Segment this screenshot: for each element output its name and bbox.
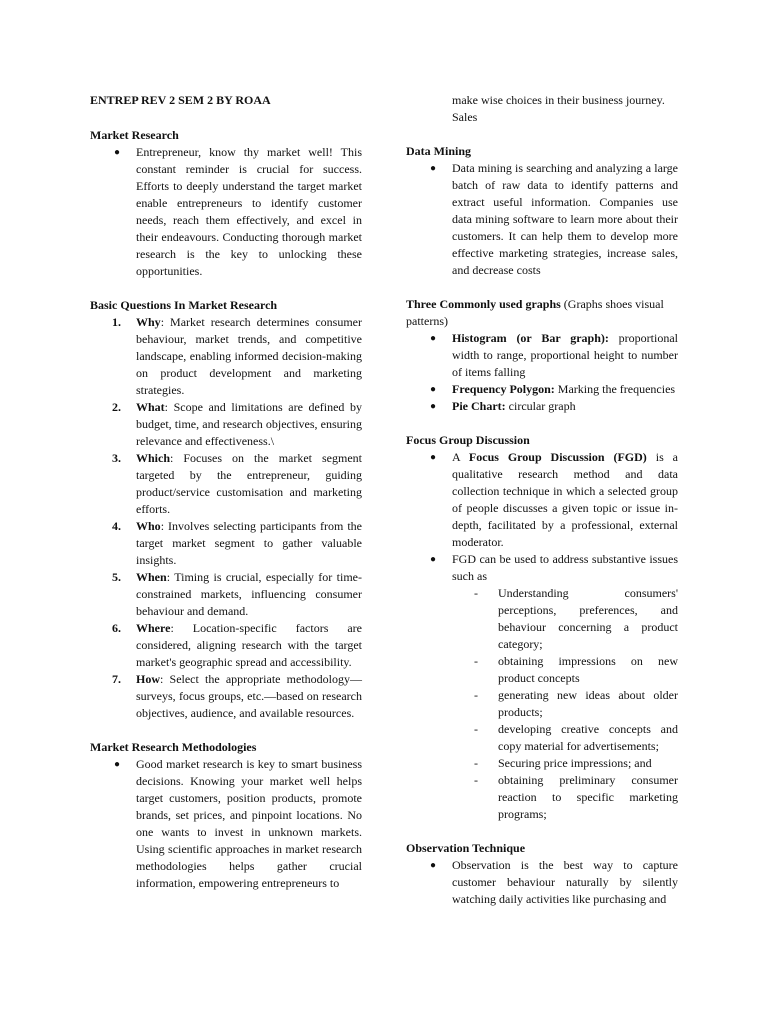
bullet-icon: ● xyxy=(430,860,437,871)
observation-list xyxy=(406,857,678,908)
list-item: - Securing price impressions; and xyxy=(474,756,652,770)
bullet-icon: ● xyxy=(430,163,437,174)
observation-heading: Observation Technique xyxy=(406,841,526,855)
fgd-heading: Focus Group Discussion xyxy=(406,433,530,447)
bullet-icon: ● xyxy=(430,452,437,463)
list-item: - obtaining preliminary consumer reaction to specific marketing programs; xyxy=(474,773,678,821)
market-research-list xyxy=(90,144,362,280)
bullet-icon: ● xyxy=(114,759,121,770)
bullet-icon: ● xyxy=(430,333,437,344)
data-mining-heading: Data Mining xyxy=(406,144,472,158)
sales-text: Sales xyxy=(452,110,478,124)
list-item: - generating new ideas about older products; xyxy=(474,688,678,719)
right-column xyxy=(406,92,678,908)
data-mining-list xyxy=(406,160,678,279)
methodologies-list xyxy=(90,756,362,892)
bullet-icon: ● xyxy=(430,554,437,565)
bullet-icon: ● xyxy=(430,384,437,395)
list-item: 4. Who: Involves selecting participants from the target market segment to gather valuable insights. xyxy=(112,519,362,567)
basic-questions-list xyxy=(90,314,362,722)
list-item: ● Entrepreneur, know thy market well! This constant reminder is crucial for success. Efforts to deeply understand the target market enable entrepreneurs to identify customer needs, reach them effectively, and excel in their endeavours. Conducting thorough market research is the key to unlocking these opportunities. xyxy=(114,145,362,278)
list-item: - developing creative concepts and copy material for advertisements; xyxy=(474,722,678,753)
list-item: ● Histogram (or Bar graph): proportional width to range, proportional height to number of items falling xyxy=(430,331,678,379)
list-item: 7. How: Select the appropriate methodology—surveys, focus groups, etc.—based on research objectives, audience, and available resources. xyxy=(112,672,362,720)
list-item: 3. Which: Focuses on the market segment targeted by the entrepreneur, guiding product/service customisation and marketing efforts. xyxy=(112,451,362,516)
bullet-icon: ● xyxy=(114,147,121,158)
list-item: ● Observation is the best way to capture customer behaviour naturally by silently watching daily activities like purchasing and xyxy=(430,858,678,906)
graphs-heading: Three Commonly used graphs (Graphs shoes visual patterns) xyxy=(406,297,664,328)
continuation-text: make wise choices in their business journey. xyxy=(452,93,665,107)
left-column xyxy=(90,92,362,892)
list-item: ● FGD can be used to address substantive issues such as xyxy=(430,552,678,583)
list-item: ● A Focus Group Discussion (FGD) is a qualitative research method and data collection technique in which a selected group of people discusses a given topic or issue in-depth, facilitated by a professional, external moderator. xyxy=(430,450,678,549)
list-item: ● Frequency Polygon: Marking the frequencies xyxy=(430,382,676,396)
list-item: ● Pie Chart: circular graph xyxy=(430,399,576,413)
list-item: - Understanding consumers' perceptions, preferences, and behaviour concerning a product category; xyxy=(474,586,678,651)
list-item: ● Good market research is key to smart business decisions. Knowing your market well helps target customers, position products, promote brands, set prices, and pinpoint locations. No one wants to invest in unknown markets. Using scientific approaches in market research methodologies helps gather crucial information, empowering entrepreneurs to xyxy=(114,757,362,890)
list-item: - obtaining impressions on new product concepts xyxy=(474,654,678,685)
graphs-list xyxy=(406,330,678,415)
basic-questions-heading: Basic Questions In Market Research xyxy=(90,298,278,312)
bullet-icon: ● xyxy=(430,401,437,412)
list-item: 1. Why: Market research determines consumer behaviour, market trends, and competitive landscape, enabling informed decision-making on product development and marketing strategies. xyxy=(112,315,362,397)
market-research-heading: Market Research xyxy=(90,128,179,142)
list-item: 2. What: Scope and limitations are defined by budget, time, and research objectives, ensuring relevance and effectiveness.\ xyxy=(112,400,362,448)
list-item: 5. When: Timing is crucial, especially for time-constrained markets, influencing consumer behaviour and demand. xyxy=(112,570,362,618)
document-title: ENTREP REV 2 SEM 2 BY ROAA xyxy=(90,93,271,107)
fgd-sublist xyxy=(406,585,678,823)
fgd-list xyxy=(406,449,678,585)
methodologies-heading: Market Research Methodologies xyxy=(90,740,257,754)
list-item: ● Data mining is searching and analyzing a large batch of raw data to identify patterns and extract useful information. Companies use data mining software to learn more about their customers. It can help them to develop more effective marketing strategies, increase sales, and decrease costs xyxy=(430,161,678,277)
list-item: 6. Where: Location-specific factors are considered, aligning research with the target market's geographic spread and accessibility. xyxy=(112,621,362,669)
